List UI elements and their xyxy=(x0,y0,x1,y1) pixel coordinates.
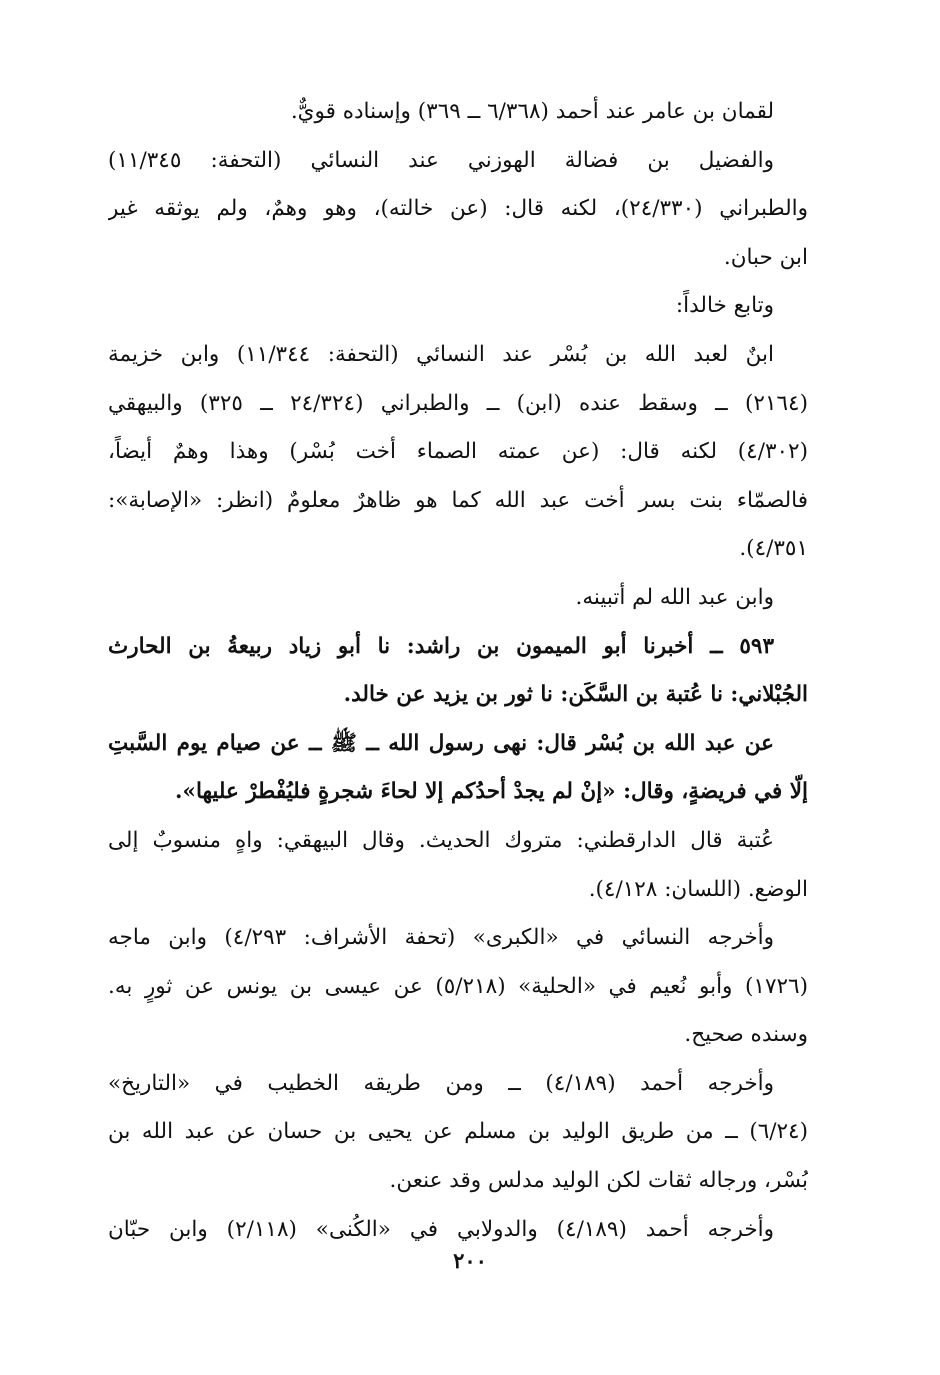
text-line: إلّا في فريضةٍ، وقال: «إنْ لم يجدْ أحدُكم إلا لحاءَ شجرةٍ فليُفْطرْ عليها». xyxy=(175,779,808,805)
text-line: عُتبة قال الدارقطني: متروك الحديث. وقال البيهقي: واهٍ منسوبٌ إلى xyxy=(108,827,774,853)
page-body xyxy=(108,88,808,1254)
text-line: الوضع. (اللسان: ٤/١٢٨). xyxy=(588,876,808,902)
text-line: وسنده صحيح. xyxy=(684,1022,808,1048)
text-line: وأخرجه أحمد (٤/١٨٩) والدولابي في «الكُنى» (٢/١١٨) وابن حبّان xyxy=(108,1216,774,1242)
text-line: الجُبْلاني: نا عُتبة بن السَّكَن: نا ثور بن يزيد عن خالد. xyxy=(343,682,808,708)
text-line: ابن حبان. xyxy=(723,244,808,270)
text-line: وأخرجه النسائي في «الكبرى» (تحفة الأشراف: ٤/٢٩٣) وابن ماجه xyxy=(108,925,774,951)
text-line: وابن عبد الله لم أتبينه. xyxy=(575,584,774,610)
text-line: (١٧٢٦) وأبو نُعيم في «الحلية» (٥/٢١٨) عن عيسى بن يونس عن ثورٍ به. xyxy=(108,973,808,999)
text-line: وأخرجه أحمد (٤/١٨٩) ــ ومن طريقه الخطيب في «التاريخ» xyxy=(108,1070,774,1096)
text-line: ٤/٣٥١). xyxy=(739,536,808,562)
text-line: (٢١٦٤) ــ وسقط عنده (ابن) ــ والطبراني (٢٤/٣٢٤ ــ ٣٢٥) والبيهقي xyxy=(108,390,808,416)
text-line: والطبراني (٢٤/٣٣٠)، لكنه قال: (عن خالته)، وهو وهمٌ، ولم يوثقه غير xyxy=(108,196,808,222)
text-line: ٥٩٣ ــ أخبرنا أبو الميمون بن راشد: نا أبو زياد ربيعةُ بن الحارث xyxy=(108,633,774,659)
text-line: (٤/٣٠٢) لكنه قال: (عن عمته الصماء أخت بُسْر) وهذا وهمٌ أيضاً، xyxy=(108,439,808,465)
text-line: بُسْر، ورجاله ثقات لكن الوليد مدلس وقد عنعن. xyxy=(389,1168,808,1194)
text-line: فالصمّاء بنت بسر أخت عبد الله كما هو ظاهرٌ معلومٌ (انظر: «الإصابة»: xyxy=(108,487,808,513)
text-line: ابنٌ لعبد الله بن بُسْر عند النسائي (التحفة: ١١/٣٤٤) وابن خزيمة xyxy=(108,341,775,367)
text-line: عن عبد الله بن بُسْر قال: نهى رسول الله ــ ﷺ ــ عن صيام يوم السَّبتِ xyxy=(108,730,774,756)
text-line: والفضيل بن فضالة الهوزني عند النسائي (التحفة: ١١/٣٤٥) xyxy=(108,147,774,173)
page-number: ٢٠٠ xyxy=(453,1248,487,1273)
text-line: (٦/٢٤) ــ من طريق الوليد بن مسلم عن يحيى بن حسان عن عبد الله بن xyxy=(108,1119,808,1145)
text-line: وتابع خالداً: xyxy=(675,293,774,319)
text-line: لقمان بن عامر عند أحمد (٦/٣٦٨ ــ ٣٦٩) وإسناده قويٌّ. xyxy=(290,99,774,124)
